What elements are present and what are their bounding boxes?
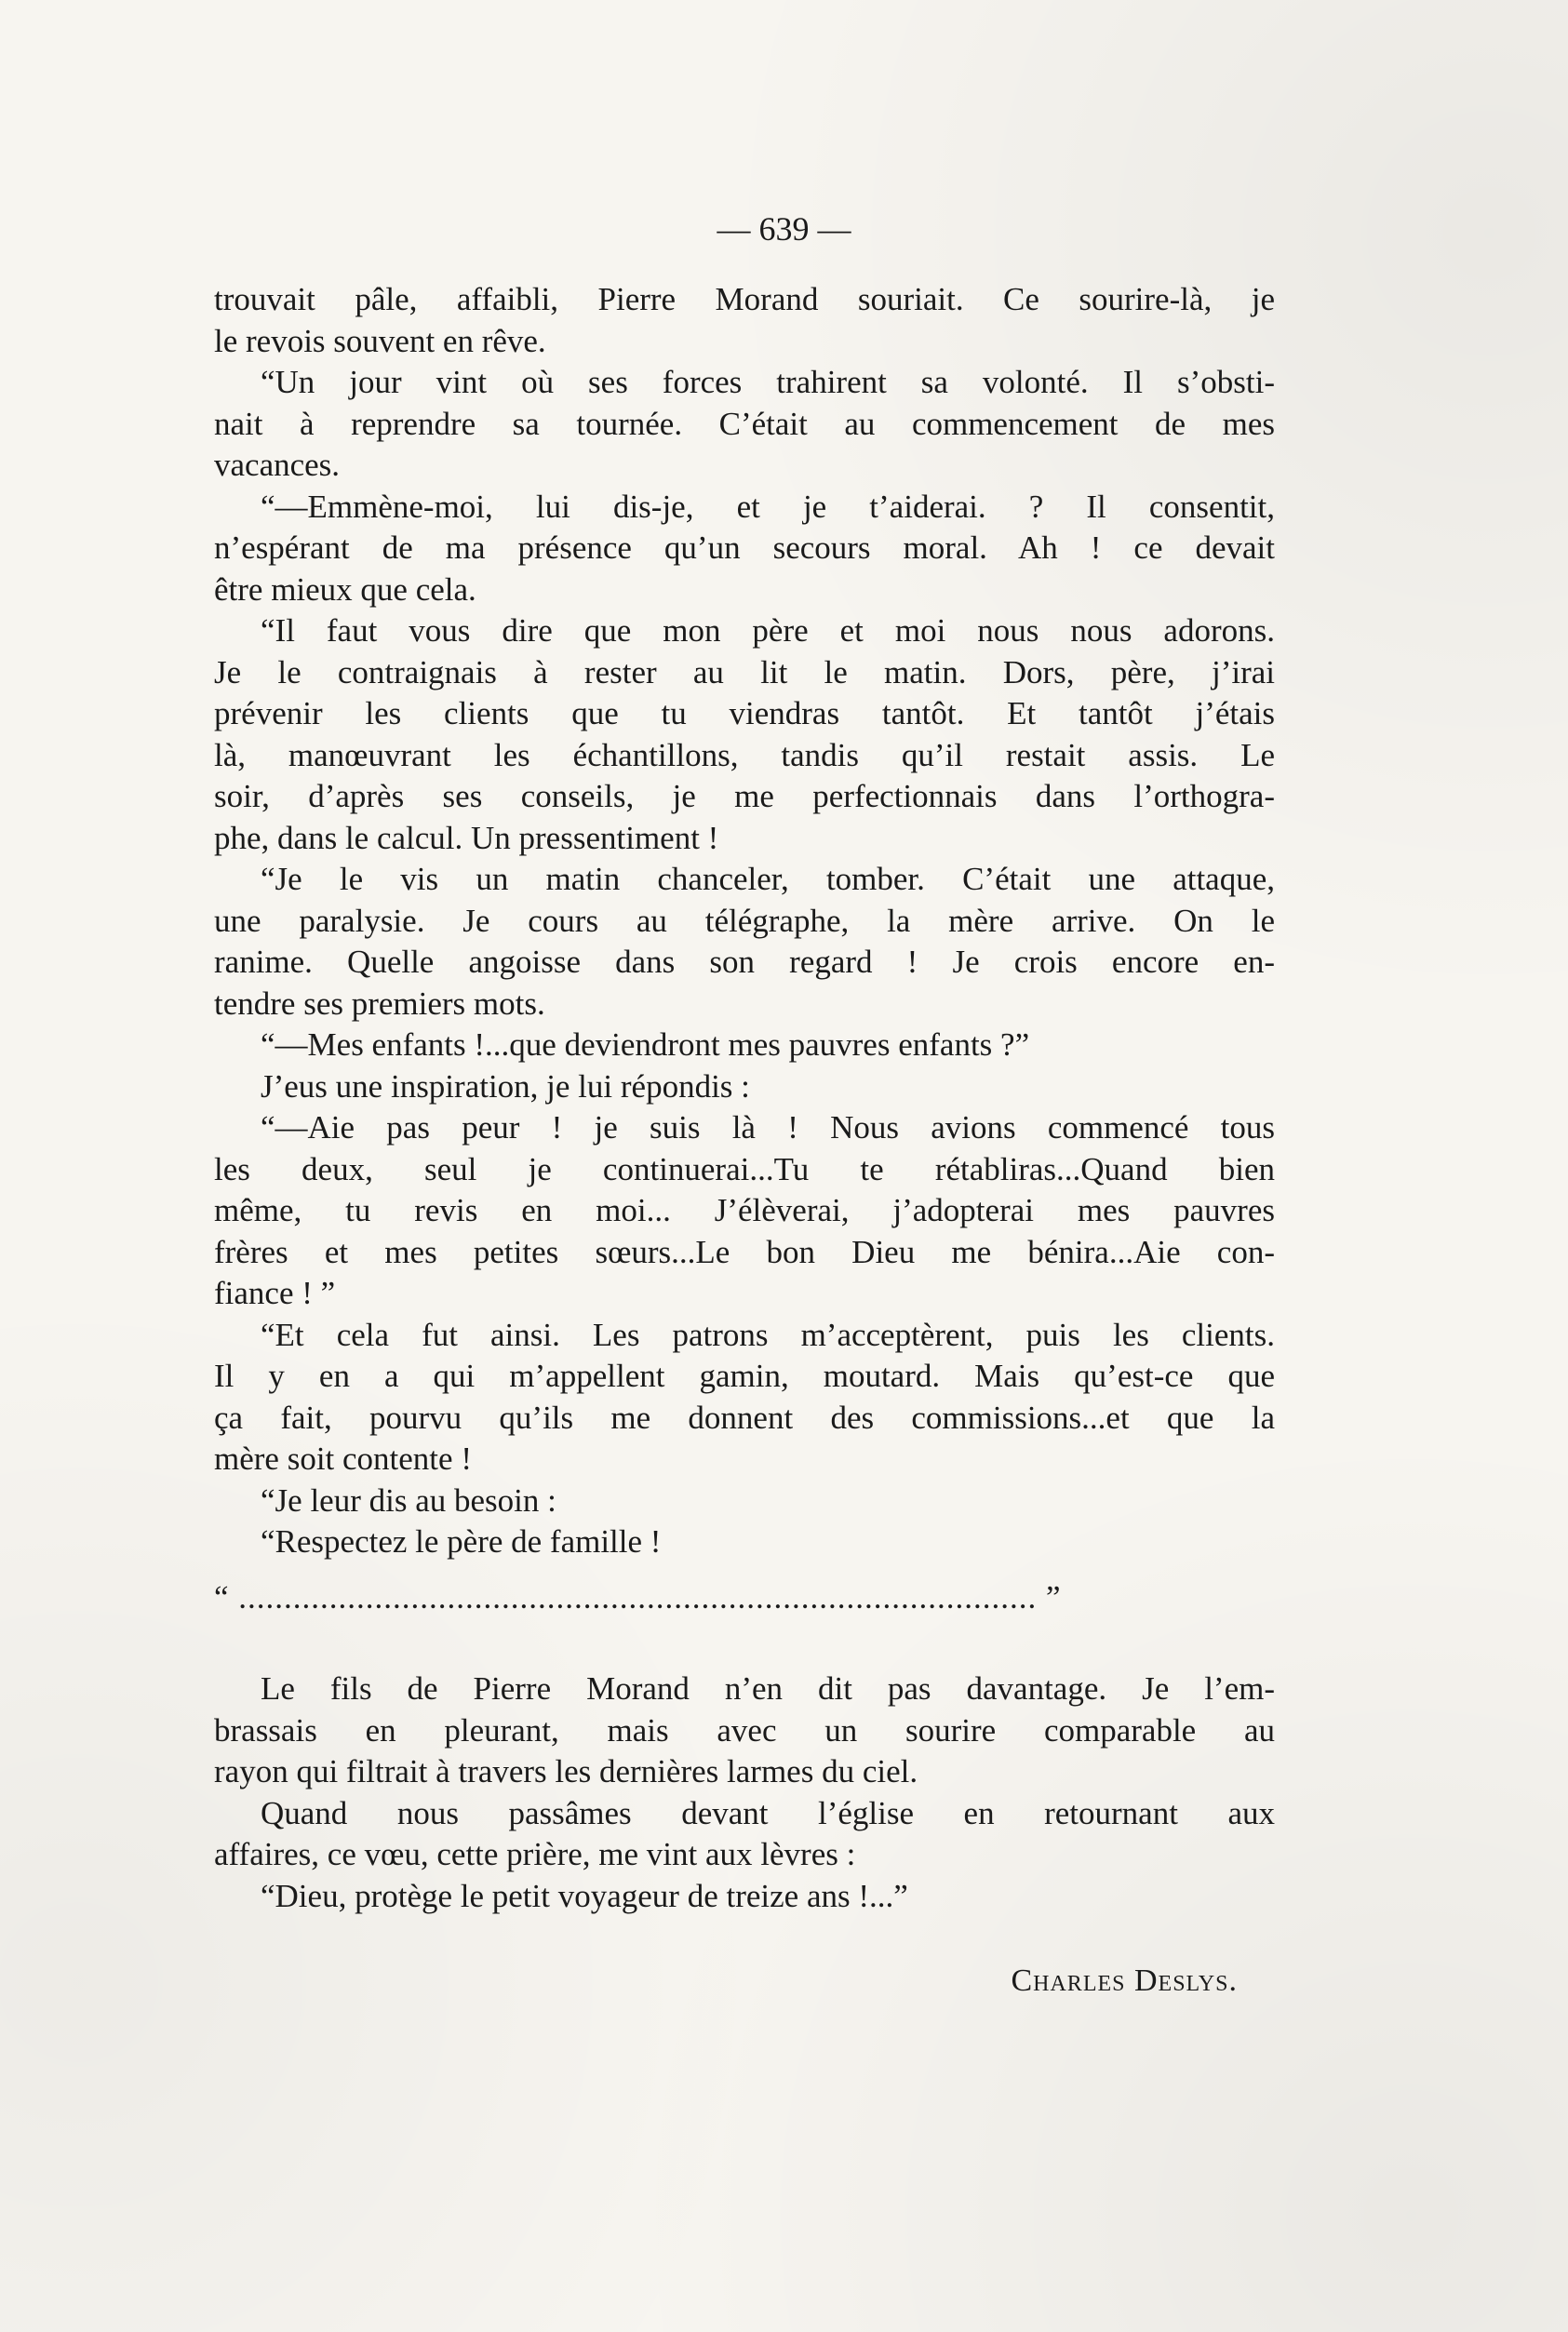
text-line: Il y en a qui m’appellent gamin, moutard. Mais qu’est-ce que: [214, 1358, 1275, 1394]
ellipsis-separator: “ ........................................................................................ ”: [214, 1579, 1062, 1615]
text-line: “Un jour vint où ses forces trahirent sa volonté. Il s’obsti-: [261, 364, 1275, 400]
text-line: ranime. Quelle angoisse dans son regard ! Je crois encore en-: [214, 944, 1275, 980]
text-line: fiance ! ”: [214, 1275, 336, 1311]
text-line: frères et mes petites sœurs...Le bon Dieu me bénira...Aie con-: [214, 1233, 1275, 1270]
text-line: “Respectez le père de famille !: [261, 1523, 662, 1560]
text-line: phe, dans le calcul. Un pressentiment !: [214, 819, 719, 856]
text-line: trouvait pâle, affaibli, Pierre Morand souriait. Ce sourire-là, je: [214, 281, 1275, 317]
text-line: prévenir les clients que tu viendras tantôt. Et tantôt j’étais: [214, 695, 1275, 731]
text-line: “Dieu, protège le petit voyageur de treize ans !...”: [261, 1877, 908, 1914]
text-line: “—Emmène-moi, lui dis-je, et je t’aiderai. ? Il consentit,: [261, 488, 1275, 525]
text-line: Le fils de Pierre Morand n’en dit pas davantage. Je l’em-: [261, 1670, 1275, 1707]
author-signature: Charles Deslys.: [1011, 1963, 1238, 1998]
text-line: vacances.: [214, 447, 341, 483]
text-line: “Je le vis un matin chanceler, tomber. C’était une attaque,: [261, 861, 1275, 897]
text-line: mère soit contente !: [214, 1441, 472, 1477]
text-line: ça fait, pourvu qu’ils me donnent des commissions...et que la: [214, 1399, 1275, 1436]
text-line: rayon qui filtrait à travers les dernières larmes du ciel.: [214, 1753, 918, 1789]
text-line: “—Mes enfants !...que deviendront mes pauvres enfants ?”: [261, 1026, 1030, 1063]
text-line: “—Aie pas peur ! je suis là ! Nous avions commencé tous: [261, 1109, 1275, 1146]
text-line: là, manœuvrant les échantillons, tandis qu’il restait assis. Le: [214, 736, 1275, 773]
text-line: “Et cela fut ainsi. Les patrons m’acceptèrent, puis les clients.: [261, 1316, 1275, 1353]
text-line: “Je leur dis au besoin :: [261, 1481, 556, 1519]
text-line: une paralysie. Je cours au télégraphe, la mère arrive. On le: [214, 902, 1275, 939]
text-line: brassais en pleurant, mais avec un sourire comparable au: [214, 1711, 1275, 1749]
text-line: n’espérant de ma présence qu’un secours moral. Ah ! ce devait: [214, 529, 1275, 566]
text-line: soir, d’après ses conseils, je me perfectionnais dans l’orthogra-: [214, 778, 1275, 814]
body-text-closing: [214, 1669, 1275, 1917]
body-text-main: [214, 279, 1275, 1563]
text-line: nait à reprendre sa tournée. C’était au commencement de mes: [214, 405, 1275, 442]
text-line: J’eus une inspiration, je lui répondis :: [261, 1067, 750, 1105]
text-line: tendre ses premiers mots.: [214, 985, 545, 1022]
text-line: Quand nous passâmes devant l’église en retournant aux: [261, 1794, 1275, 1831]
text-line: Je le contraignais à rester au lit le matin. Dors, père, j’irai: [214, 653, 1275, 690]
text-line: même, tu revis en moi... J’élèverai, j’adopterai mes pauvres: [214, 1192, 1275, 1228]
text-line: affaires, ce vœu, cette prière, me vint aux lèvres :: [214, 1836, 856, 1872]
text-line: “Il faut vous dire que mon père et moi nous nous adorons.: [261, 612, 1275, 649]
text-line: le revois souvent en rêve.: [214, 322, 546, 359]
page-number: — 639 —: [717, 210, 851, 248]
text-line: être mieux que cela.: [214, 570, 476, 608]
text-line: les deux, seul je continuerai...Tu te rétabliras...Quand bien: [214, 1150, 1275, 1187]
